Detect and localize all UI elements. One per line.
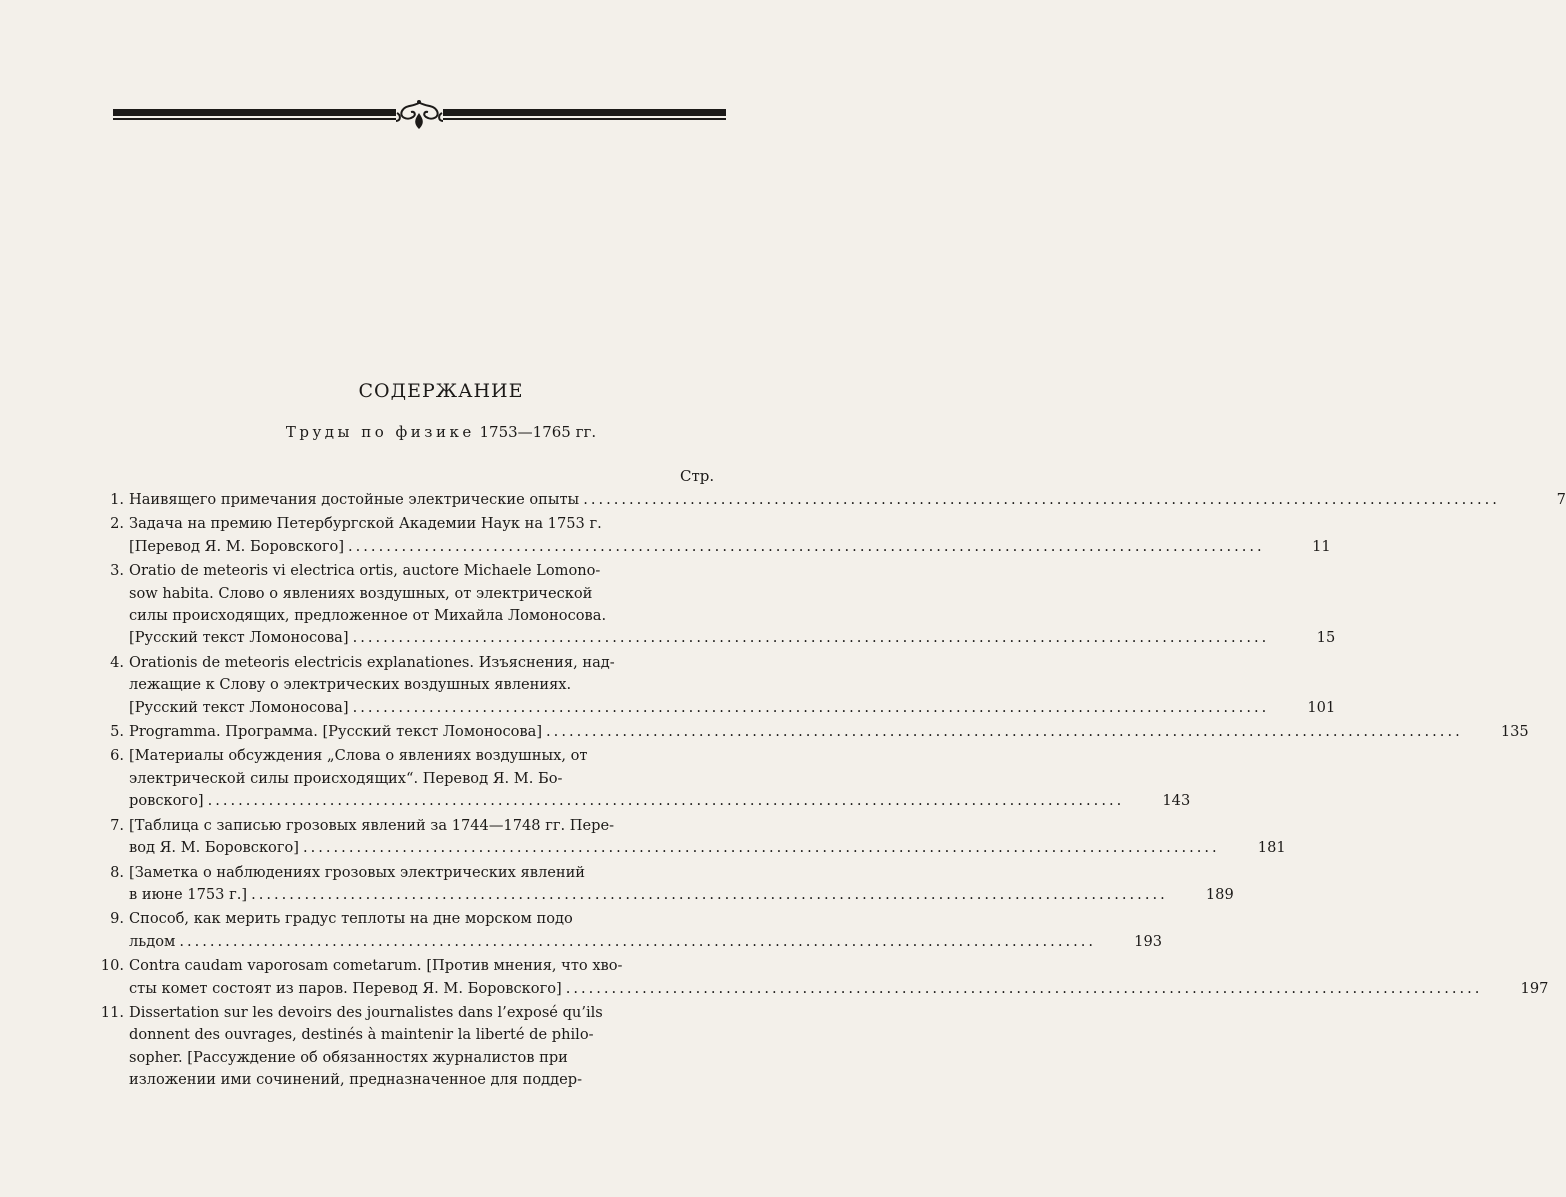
toc-entry: [95, 489, 1566, 511]
entry-title-end: ровского]: [129, 792, 204, 810]
entry-title-end: сты комет состоят из паров. Перевод Я. М. Боровского]: [129, 979, 562, 997]
toc-entry: [95, 745, 1191, 812]
entry-body: [129, 745, 1128, 812]
entry-line: sopher. [Рассуждение об обязанностях журналистов при: [129, 1048, 568, 1066]
entry-line: donnent des ouvrages, destinés à maintenir la liberté de philo-: [129, 1026, 594, 1044]
toc-entry: [95, 652, 1336, 719]
entry-body: [129, 652, 1273, 719]
entry-line: электрической силы происходящих“. Перевод Я. М. Бо-: [129, 769, 563, 787]
toc-entries: [95, 489, 1566, 1094]
entry-title-end: [Перевод Я. М. Боровского]: [129, 537, 345, 555]
entry-page-number: 15: [1316, 629, 1336, 647]
entry-page-number: 101: [1307, 698, 1336, 716]
entry-body: [129, 721, 1467, 743]
toc-entry: [95, 513, 1331, 558]
entry-last-line: [129, 790, 1128, 812]
toc-subtitle-years: 1753—1765 гг.: [479, 423, 597, 441]
entry-number: 4.: [110, 653, 124, 671]
entry-title-end: Наивящего примечания достойные электрические опыты: [129, 491, 580, 508]
toc-entry: [95, 955, 1549, 1000]
toc-subtitle-text: Труды по физике: [285, 423, 475, 441]
entry-page-number: 135: [1500, 723, 1529, 741]
entry-title-end: Programma. Программа. [Русский текст Ломоносова]: [129, 723, 543, 741]
entry-page-number: 197: [1520, 979, 1549, 997]
dot-leader: ........................................................................................................................: [302, 839, 1220, 857]
entry-page-number: 7: [1556, 491, 1566, 508]
entry-body: [129, 489, 1504, 511]
entry-line: [Материалы обсуждения „Слова о явлениях воздушных, от: [129, 747, 588, 765]
entry-line: Orationis de meteoris electricis explanationes. Изъяснения, над-: [129, 653, 615, 671]
entry-number: 5.: [110, 723, 124, 741]
entry-body: [129, 560, 1273, 650]
entry-line: изложении ими сочинений, предназначенное для поддер-: [129, 1071, 583, 1089]
entry-body: [129, 815, 1224, 860]
entry-number: 8.: [110, 863, 124, 881]
dot-leader: ........................................................................................................................: [352, 698, 1270, 716]
entry-body: [129, 862, 1172, 907]
dot-leader: ........................................................................................................................: [179, 932, 1097, 950]
entry-line: Задача на премию Петербургской Академии Наук на 1753 г.: [129, 515, 602, 533]
entry-line: [Заметка о наблюдениях грозовых электрических явлений: [129, 863, 586, 881]
entry-title-end: льдом: [129, 932, 176, 950]
entry-number: 3.: [110, 562, 124, 580]
entry-number: 6.: [110, 747, 124, 765]
dot-leader: ........................................................................................................................: [251, 885, 1168, 903]
entry-body: [129, 513, 1269, 558]
entry-last-line: [129, 697, 1273, 719]
entry-line: Dissertation sur les devoirs des journalistes dans l’exposé qu’ils: [129, 1003, 603, 1021]
toc-subtitle: [0, 423, 882, 441]
entry-page-number: 189: [1205, 885, 1234, 903]
entry-line: лежащие к Слову о электрических воздушных явлениях.: [129, 676, 572, 694]
entry-line: [Таблица с записью грозовых явлений за 1744—1748 гг. Пере-: [129, 816, 615, 834]
entry-last-line: [129, 837, 1224, 859]
dot-leader: ........................................................................................................................: [348, 537, 1265, 555]
dot-leader: ........................................................................................................................: [583, 491, 1500, 508]
toc-entry: [95, 862, 1234, 907]
entry-number: 10.: [100, 957, 124, 975]
entry-title-end: [Русский текст Ломоносова]: [129, 629, 349, 647]
entry-last-line: [129, 627, 1273, 649]
header-ornament: [113, 99, 726, 133]
dot-leader: ........................................................................................................................: [565, 979, 1483, 997]
entry-number: 2.: [110, 515, 124, 533]
entry-page-number: 11: [1312, 537, 1331, 555]
entry-last-line: [129, 489, 1504, 511]
toc-entry: [95, 815, 1286, 860]
entry-last-line: [129, 536, 1269, 558]
entry-last-line: [129, 884, 1172, 906]
entry-line: Способ, как мерить градус теплоты на дне морском подо: [129, 910, 573, 928]
dot-leader: ........................................................................................................................: [352, 629, 1270, 647]
entry-body: [129, 955, 1486, 1000]
entry-number: 9.: [110, 910, 124, 928]
page-column-header: Стр.: [680, 467, 715, 485]
dot-leader: ........................................................................................................................: [207, 792, 1125, 810]
entry-body: [129, 908, 1100, 953]
entry-page-number: 181: [1257, 839, 1286, 857]
entry-line: Contra caudam vaporosam cometarum. [Против мнения, что хво-: [129, 957, 623, 975]
entry-number: 7.: [110, 816, 124, 834]
entry-page-number: 143: [1162, 792, 1191, 810]
entry-last-line: [129, 931, 1100, 953]
toc-entry: [95, 908, 1163, 953]
entry-body: [129, 1002, 658, 1092]
toc-title: СОДЕРЖАНИЕ: [358, 380, 524, 402]
entry-last-line: [129, 721, 1467, 743]
entry-line: sow habita. Слово о явлениях воздушных, от электрической: [129, 584, 593, 602]
entry-title-end: в июне 1753 г.]: [129, 885, 248, 903]
entry-last-line: [129, 978, 1486, 1000]
toc-entry: [95, 560, 1336, 650]
toc-entry: [95, 721, 1529, 743]
entry-number: 11.: [100, 1003, 124, 1021]
entry-page-number: 193: [1134, 932, 1163, 950]
entry-title-end: вод Я. М. Боровского]: [129, 839, 299, 857]
entry-title-end: [Русский текст Ломоносова]: [129, 698, 349, 716]
entry-line: Oratio de meteoris vi electrica ortis, auctore Michaele Lomono-: [129, 562, 601, 580]
dot-leader: ........................................................................................................................: [546, 723, 1463, 741]
entry-number: 1.: [110, 491, 124, 508]
toc-entry: [95, 1002, 720, 1092]
entry-line: силы происходящих, предложенное от Михайла Ломоносова.: [129, 607, 607, 625]
